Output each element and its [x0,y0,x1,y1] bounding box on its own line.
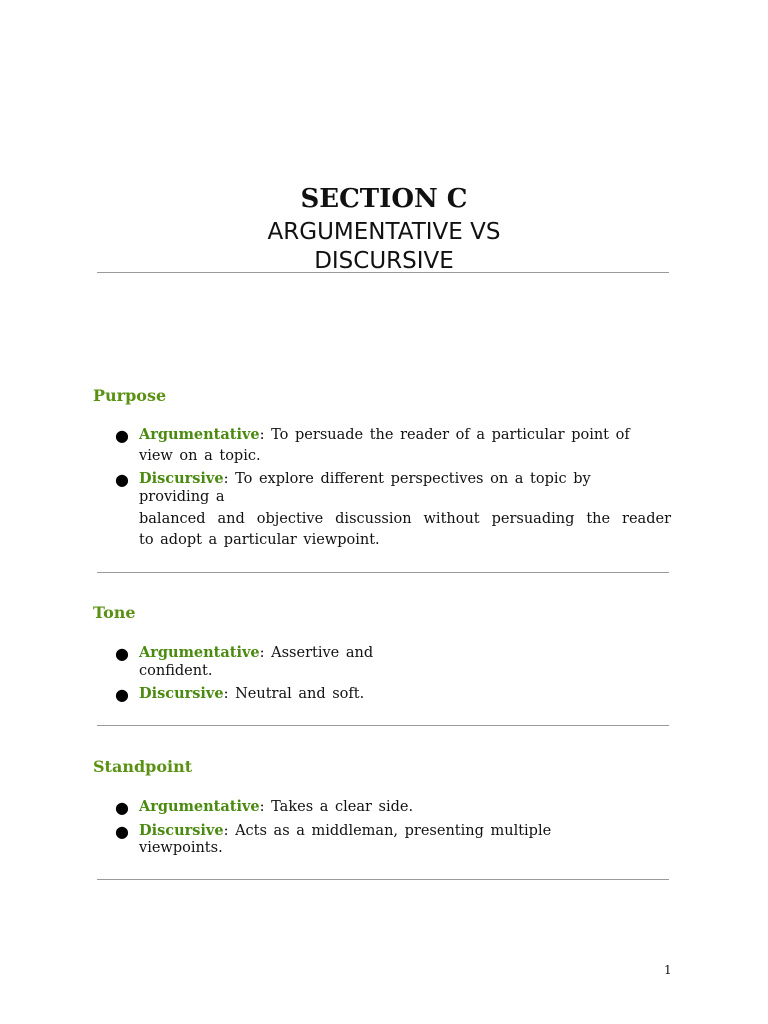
section-divider [97,879,669,880]
item-text-line: : To explore different perspectives on a topic by [223,471,591,487]
purpose-discursive-item-continued [139,509,671,529]
item-text-line: providing a [139,489,225,505]
bullet-icon: ● [115,470,129,489]
section-subtitle: ARGUMENTATIVE VS DISCURSIVE [267,219,501,274]
bullet-icon: ● [115,798,129,817]
purpose-discursive-item-continued [139,487,225,507]
term-label: Discursive [139,685,224,702]
purpose-argumentative-item [139,425,630,445]
section-divider [97,725,669,726]
tone-discursive-item [139,684,364,704]
purpose-discursive-item [139,469,591,489]
item-text-line: view on a topic. [139,448,261,464]
standpoint-heading: Standpoint [93,757,193,776]
bullet-icon: ● [115,822,129,841]
title-divider [97,272,669,273]
purpose-discursive-item-continued [139,530,380,550]
item-text-line: balanced and objective discussion without persuading the reader [139,511,671,527]
item-text-line: to adopt a particular viewpoint. [139,532,380,548]
tone-heading: Tone [93,603,136,622]
standpoint-discursive-item-continued [139,838,223,858]
tone-argumentative-item-continued [139,661,213,681]
item-text-line: : To persuade the reader of a particular point of [259,427,630,443]
item-text-line: : Acts as a middleman, presenting multiple [223,823,552,839]
item-text-line: : Assertive and [259,645,374,661]
item-text-line: confident. [139,663,213,679]
page-number: 1 [664,963,672,977]
bullet-icon: ● [115,644,129,663]
item-text-line: : Takes a clear side. [259,799,414,815]
term-label: Argumentative [139,644,260,661]
term-label: Discursive [139,822,224,839]
tone-argumentative-item [139,643,373,663]
section-title: SECTION C [300,184,468,214]
purpose-argumentative-item-continued [139,446,261,466]
section-divider [97,572,669,573]
term-label: Argumentative [139,798,260,815]
item-text-line: viewpoints. [139,840,223,856]
bullet-icon: ● [115,426,129,445]
term-label: Discursive [139,470,224,487]
bullet-icon: ● [115,685,129,704]
term-label: Argumentative [139,426,260,443]
item-text-line: : Neutral and soft. [223,686,365,702]
standpoint-argumentative-item [139,797,413,817]
purpose-heading: Purpose [93,386,167,405]
